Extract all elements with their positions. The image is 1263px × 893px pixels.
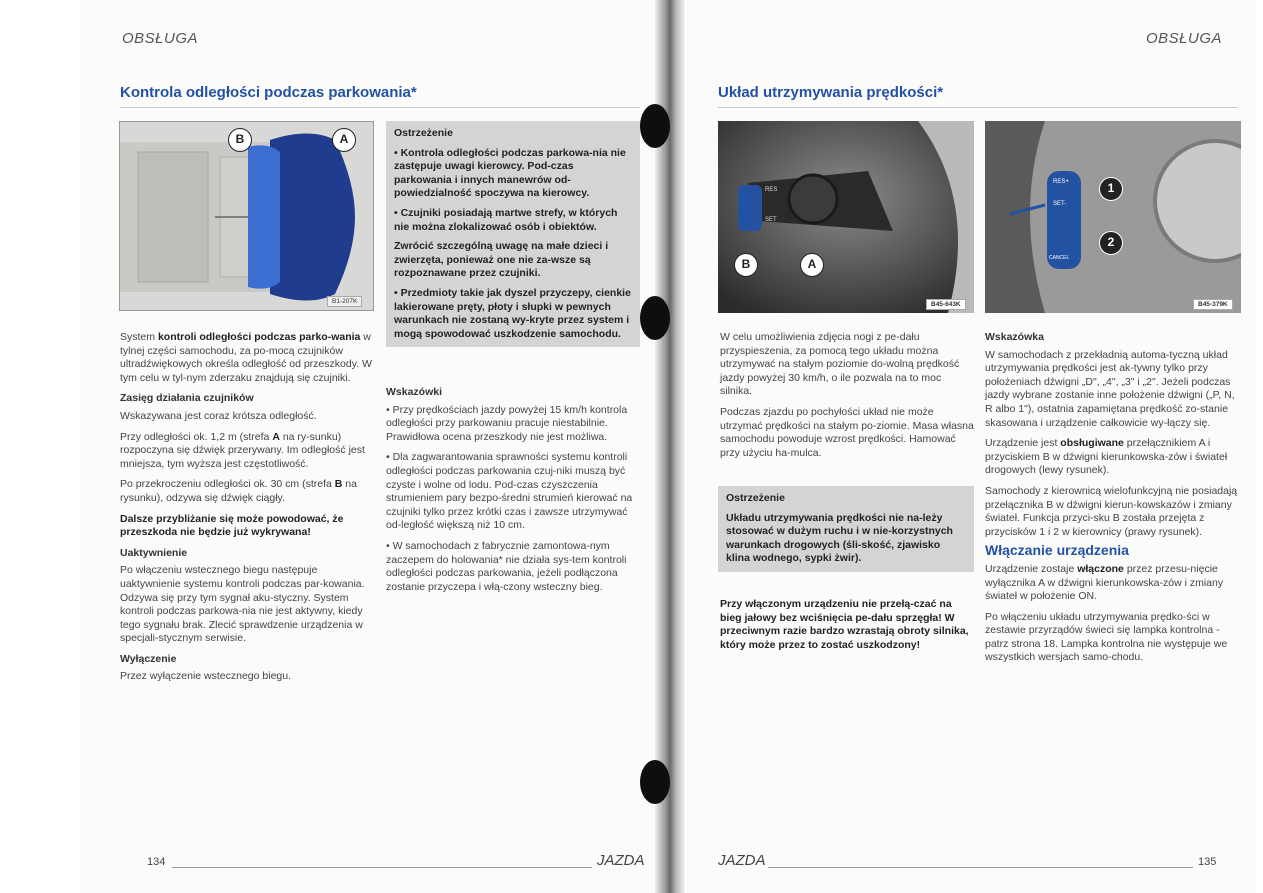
tip-1: • Przy prędkościach jazdy powyżej 15 km/h kontrola odległości przy parkowaniu pracuje niestabilnie. Prawidłowa ocena przeszkody nie jest możliwa. (386, 403, 628, 443)
bold-warning-paragraph: Dalsze przybliżanie się może powodować, że przeszkoda nie będzie już wykrywana! (120, 512, 344, 539)
steering-wheel-illustration (985, 121, 1241, 313)
switch-on-paragraph: Urządzenie zostaje włączone przez przesu-nięcie wyłącznika A w dźwigni kierunkowska-zów i zmiany świateł w położenie ON. (985, 562, 1224, 603)
figure-code: B45-379K (1193, 299, 1233, 310)
right-footer-rule (768, 867, 1193, 868)
tip-2: • Dla zagwarantowania sprawności systemu kontroli odległości podczas parkowania czuj-niki muszą być czyste i wolne od lodu. Pod-czas czyszczenia strumieniem pary bezpo-średni strumień kierować na czujniki tylko przez krótki czas i zawsze utrzymywać od-ległość większą niż 10 cm. (386, 451, 633, 532)
binder-hole (640, 104, 670, 148)
right-footer-section: JAZDA (718, 852, 766, 869)
left-warning-box (386, 121, 640, 347)
button-2-callout: 2 (1099, 231, 1123, 255)
right-warning-box (718, 486, 974, 572)
left-page-number: 134 (147, 856, 166, 868)
left-tips (386, 386, 640, 601)
res-label: RES (765, 187, 778, 193)
left-header: OBSŁUGA (122, 30, 199, 47)
right-page-number: 135 (1198, 856, 1217, 868)
steering-wheel-figure (985, 121, 1241, 313)
warning-text: Układu utrzymywania prędkości nie na-leży stosować w dużym ruchu i w nie-korzystnych warunkach drogowych (śli-skość, zjawisko klina wodnego, sypki żwir). (726, 511, 953, 565)
operation-paragraph: Urządzenie jest obsługiwane przełącznikiem A i przyciskiem B w dźwigni kierunkowska-zów i świateł drogowych (lewy rysunek). (985, 437, 1228, 477)
set-label: SET (765, 217, 777, 223)
cruise-intro-paragraph: W celu umożliwienia zdjęcia nogi z pe-dału przyspieszenia, za pomocą tego układu można utrzymywać na stałym poziomie do-wolną prędkość jazdy powyżej 30 km/h, o ile pozwala na to moc silnika. (720, 331, 960, 398)
tip-subheading: Wskazówka (985, 331, 1044, 343)
clutch-bold-note: Przy włączonym urządzeniu nie przełą-czać na bieg jałowy bez wciśnięcia pe-dału sprzęgła! W przeciwnym razie bardzo wzrastają obroty silnika, który może przez to zostać uszkodzony! (720, 598, 969, 651)
zone-b-callout: B (228, 128, 252, 152)
off-paragraph: Przez wyłączenie wstecznego biegu. (120, 670, 292, 683)
intro-paragraph: System kontroli odległości podczas parko-wania w tylnej części samochodu, za po-mocą czujników ultradźwiękowych określa odległość od przeszkody. W tym celu w tyl-nym zderzaku znajdują się czujniki. (120, 331, 372, 384)
stalk-figure (718, 121, 974, 313)
right-header: OBSŁUGA (1146, 30, 1223, 47)
parking-sensor-figure (119, 121, 374, 311)
left-title-rule (120, 107, 640, 108)
car-top-view-illustration (120, 122, 374, 311)
switch-a-callout: A (800, 253, 824, 277)
switch-b-callout: B (734, 253, 758, 277)
cancel-label: CANCEL (1049, 255, 1070, 261)
tip-3: • W samochodach z fabrycznie zamontowa-nym zaczepem do holowania* nie działa sys-tem kontroli odległości podczas parkowania, jeżeli podłączona zostanie przyczepa i włą-czony wsteczny bieg. (386, 539, 627, 593)
set-minus-label: SET- (1053, 201, 1067, 207)
off-subheading: Wyłączenie (120, 652, 177, 665)
res-plus-label: RES+ (1053, 179, 1069, 185)
left-section-title: Kontrola odległości podczas parkowania* (120, 84, 417, 101)
distance1-paragraph: Przy odległości ok. 1,2 m (strefa A na ry-sunku) rozpoczyna się dźwięk przerywany. Im odległość jest mniejsza, tym wyższa jest częstotliwość. (120, 430, 365, 470)
warning-bullet-1: • Kontrola odległości podczas parkowa-nia nie zastępuje uwagi kierowcy. Pod-czas parkowania i innych manewrów od-powiedzialność spoczywa na kierowcy. (394, 146, 626, 200)
right-section-title: Układ utrzymywania prędkości* (718, 84, 944, 101)
button-1-callout: 1 (1099, 177, 1123, 201)
left-footer-rule (172, 867, 592, 868)
figure-code: B1-207K (327, 296, 362, 307)
activate-paragraph: Po włączeniu wstecznego biegu następuje uaktywnienie systemu kontroli podczas par-kowania. Odzywa się przy tym sygnał aku-styczny. System kontroli podczas parkowa-nia nie jest aktywny, kiedy tego sygnału brak. Zlecić sprawdzenie urządzenia w specjali-stycznym serwisie. (120, 564, 365, 645)
switch-on-heading: Włączanie urządzenia (985, 542, 1129, 559)
warning-lamp-paragraph: Po włączeniu układu utrzymywania prędko-ści w zestawie przyrządów świeci się lampka kontrolna - patrz strona 18. Lampka kontrolna nie występuje we wszystkich wersjach samo-chodu. (985, 610, 1228, 664)
warning-bullet-2: • Czujniki posiadają martwe strefy, w których nie można zlokalizować osób i obiektów. (394, 206, 618, 233)
right-title-rule (718, 107, 1238, 108)
right-col2 (985, 331, 1241, 672)
range-subheading: Zasięg działania czujników (120, 392, 254, 405)
steering-stalk-illustration (718, 121, 974, 313)
activate-subheading: Uaktywnienie (120, 546, 188, 559)
right-col1 (720, 331, 974, 467)
automatic-tip-paragraph: W samochodach z przekładnią automa-tyczną układ utrzymywania prędkości jest ak-tywny tylko przy położeniach dźwigni „D", „4", „3" i „2". Jeżeli podczas jazdy wybrane zostanie inne położenie dźwigni („P, N, R albo 1"), ostatnia zapamiętana prędkość zo-stanie skasowana i urządzenie całkowicie wy-łączy się. (985, 348, 1235, 429)
multifunction-paragraph: Samochody z kierownicą wielofunkcyjną nie posiadają przełącznika B w dźwigni kierun-kowskazów i zmiany świateł. Funkcja przyci-sku B została przejęta z przycisków 1 i 2 w kierownicy (prawy rysunek). (985, 484, 1238, 538)
warning-title: Ostrzeżenie (726, 492, 785, 504)
distance2-paragraph: Po przekroczeniu odległości ok. 30 cm (strefa B na rysunku), odzywa się dźwięk ciągły. (120, 478, 357, 504)
tips-title: Wskazówki (386, 386, 443, 398)
left-footer-section: JAZDA (597, 852, 645, 869)
warning-bullet-4: • Przedmioty takie jak dyszel przyczepy, cienkie lakierowane pręty, płoty i słupki w pewnych warunkach nie zostaną wy-kryte przez system i mogą spowodować uszkodzenie samochodu. (394, 286, 631, 340)
warning-title: Ostrzeżenie (394, 127, 453, 139)
binder-hole (640, 296, 670, 340)
figure-code: B45-643K (926, 299, 966, 310)
left-col1 (120, 331, 374, 691)
zone-a-callout: A (332, 128, 356, 152)
warning-bullet-3: Zwrócić szczególną uwagę na małe dzieci i zwierzęta, ponieważ one nie za-wsze są rozpoznawane przez czujniki. (394, 240, 609, 280)
range-paragraph: Wskazywana jest coraz krótsza odległość. (120, 409, 317, 422)
downhill-paragraph: Podczas zjazdu po pochyłości układ nie może utrzymać prędkości na stałym po-ziomie. Masa własna samochodu powoduje wzrost prędkości. Hamować przy użyciu ha-mulca. (720, 405, 974, 459)
binder-hole (640, 760, 670, 804)
